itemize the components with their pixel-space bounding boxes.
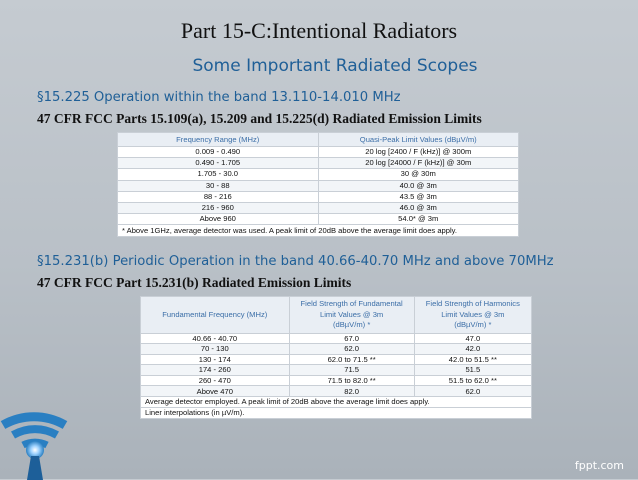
table-cell: 71.5	[289, 365, 414, 376]
table-row	[118, 169, 519, 180]
table-cell: 67.0	[289, 333, 414, 344]
table-cell: 88 - 216	[118, 191, 319, 202]
table-cell: 70 - 130	[141, 344, 290, 355]
table-row	[141, 333, 532, 344]
table-cell: 0.009 - 0.490	[118, 147, 319, 158]
table-row	[118, 191, 519, 202]
table-cell: 42.0 to 51.5 **	[414, 354, 531, 365]
table-cell: 47.0	[414, 333, 531, 344]
table-cell: 30 @ 30m	[318, 169, 519, 180]
table-row	[141, 365, 532, 376]
slide-title: Part 15-C:Intentional Radiators	[180, 18, 458, 43]
table-header-row	[118, 133, 519, 147]
table-note: Average detector employed. A peak limit of 20dB above the average limit does apply.	[141, 397, 532, 408]
table-cell: 42.0	[414, 344, 531, 355]
section1-subheading: 47 CFR FCC Parts 15.109(a), 15.209 and 15.225(d) Radiated Emission Limits	[37, 111, 482, 126]
table-row	[141, 344, 532, 355]
table-cell: 62.0	[289, 344, 414, 355]
table-header-cell: Field Strength of Harmonics Limit Values @ 3m (dBµV/m) *	[414, 297, 531, 334]
table-cell: 216 - 960	[118, 202, 319, 213]
table-row	[118, 180, 519, 191]
table-row	[141, 354, 532, 365]
table-cell: 40.66 - 40.70	[141, 333, 290, 344]
section1-heading: §15.225 Operation within the band 13.110-14.010 MHz	[37, 90, 401, 105]
section2-subheading: 47 CFR FCC Part 15.231(b) Radiated Emission Limits	[37, 275, 352, 290]
table-cell: 130 - 174	[141, 354, 290, 365]
radiated-limits-table-2	[140, 296, 532, 419]
table-row	[118, 202, 519, 213]
table-note: * Above 1GHz, average detector was used. A peak limit of 20dB above the average limit does apply.	[118, 225, 519, 237]
table-cell: 62.0 to 71.5 **	[289, 354, 414, 365]
table-cell: 20 log [2400 / F (kHz)] @ 300m	[318, 147, 519, 158]
table-cell: 260 - 470	[141, 375, 290, 386]
table-cell: 20 log [24000 / F (kHz)] @ 30m	[318, 158, 519, 169]
table-cell: 62.0	[414, 386, 531, 397]
table-note-row	[118, 225, 519, 237]
table-row	[118, 214, 519, 225]
table-cell: 54.0* @ 3m	[318, 214, 519, 225]
table-header-cell: Field Strength of Fundamental Limit Values @ 3m (dBµV/m) *	[289, 297, 414, 334]
table-cell: 174 - 260	[141, 365, 290, 376]
table-cell: Above 960	[118, 214, 319, 225]
table-row	[141, 386, 532, 397]
fppt-watermark: fppt.com	[574, 459, 624, 472]
table-cell: 30 - 88	[118, 180, 319, 191]
table-cell: 43.5 @ 3m	[318, 191, 519, 202]
table-cell: 0.490 - 1.705	[118, 158, 319, 169]
slide-subtitle: Some Important Radiated Scopes	[192, 56, 478, 76]
table-header-cell: Fundamental Frequency (MHz)	[141, 297, 290, 334]
table-row	[141, 375, 532, 386]
table-note-row	[141, 397, 532, 408]
table-cell: 51.5	[414, 365, 531, 376]
table-header-cell: Quasi-Peak Limit Values (dBµV/m)	[318, 133, 519, 147]
table-cell: 51.5 to 62.0 **	[414, 375, 531, 386]
section2-heading: §15.231(b) Periodic Operation in the band 40.66-40.70 MHz and above 70MHz	[37, 254, 554, 269]
table-cell: 71.5 to 82.0 **	[289, 375, 414, 386]
table-note: Liner interpolations (in µV/m).	[141, 408, 532, 419]
table-cell: 82.0	[289, 386, 414, 397]
table-cell: 1.705 - 30.0	[118, 169, 319, 180]
table-row	[118, 147, 519, 158]
wireless-signal-logo-icon	[0, 330, 92, 480]
radiated-limits-table-1	[117, 132, 519, 237]
table-cell: 40.0 @ 3m	[318, 180, 519, 191]
table-header-cell: Frequency Range (MHz)	[118, 133, 319, 147]
table-row	[118, 158, 519, 169]
table-note-row	[141, 408, 532, 419]
table-header-row	[141, 297, 532, 334]
table-cell: Above 470	[141, 386, 290, 397]
table-cell: 46.0 @ 3m	[318, 202, 519, 213]
